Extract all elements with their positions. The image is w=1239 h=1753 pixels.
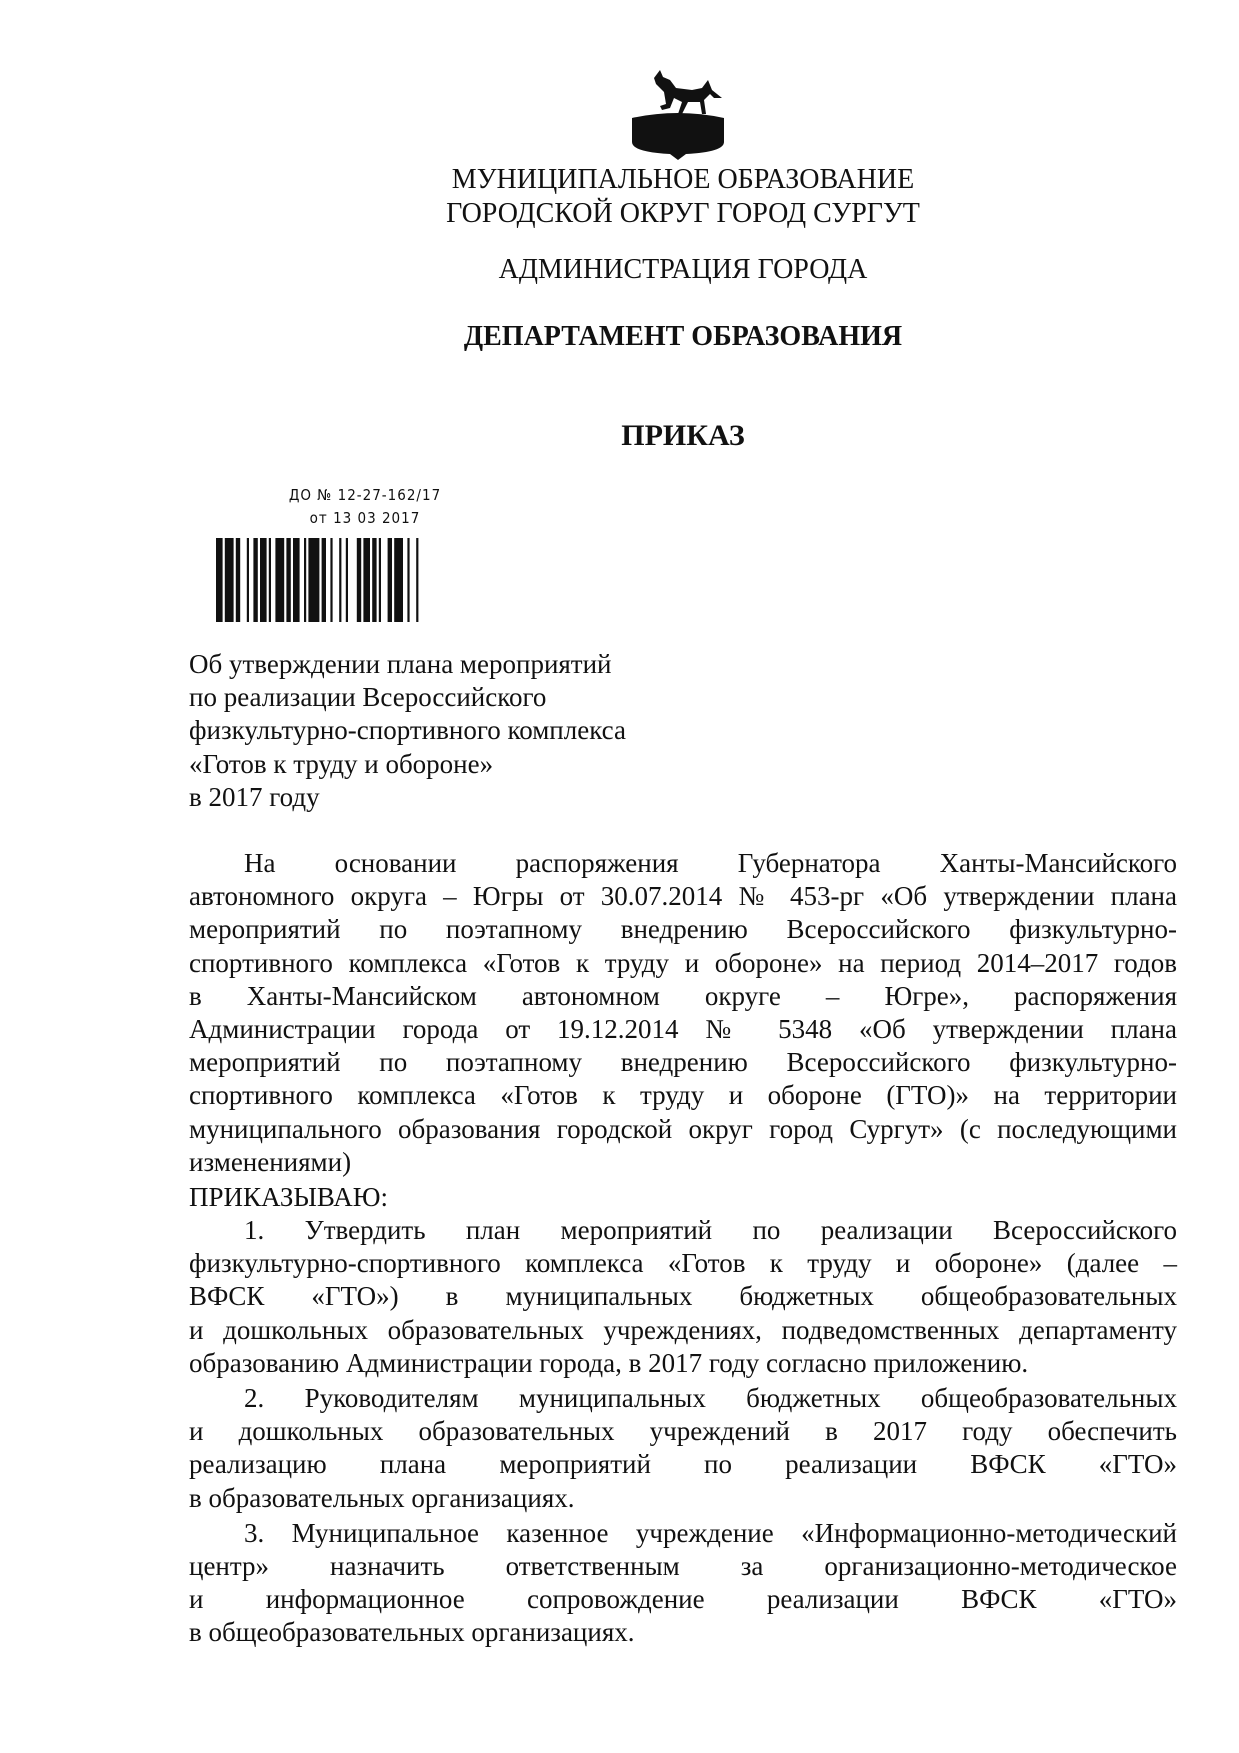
subject-line: «Готов к труду и обороне» <box>189 748 494 779</box>
order-item-line: в образовательных организациях. <box>189 1482 575 1513</box>
document-type-title: ПРИКАЗ <box>621 419 745 452</box>
header-municipality: МУНИЦИПАЛЬНОЕ ОБРАЗОВАНИЕ <box>451 164 915 195</box>
order-item-line: 3. Муниципальное казенное учреждение «Информационно-методический <box>244 1517 1177 1548</box>
subject-line: в 2017 году <box>189 781 320 812</box>
subject-line: Об утверждении плана мероприятий <box>189 649 612 679</box>
barcode-bar <box>407 538 409 622</box>
barcode-bar <box>293 538 300 622</box>
registration-number: ДО № 12-27-162/17 <box>288 486 442 504</box>
preamble-line: спортивного комплекса «Готов к труду и обороне» на период 2014–2017 годов <box>189 947 1177 978</box>
order-item-3 <box>189 1517 1177 1650</box>
preamble-line: мероприятий по поэтапному внедрению Всероссийского физкультурно- <box>189 914 1177 945</box>
barcode-bar <box>357 538 361 622</box>
barcode-bar <box>322 538 326 622</box>
order-item-2 <box>189 1382 1177 1515</box>
preamble-line: автономного округа – Югры от 30.07.2014 № 453-рг «Об утверждении плана <box>189 881 1177 912</box>
order-item-line: ВФСК «ГТО») в муниципальных бюджетных общеобразовательных <box>189 1281 1177 1312</box>
preamble-line: спортивного комплекса «Готов к труду и обороне (ГТО)» на территории <box>189 1080 1177 1111</box>
preamble-line: в Ханты-Мансийском автономном округе – Югре», распоряжения <box>189 980 1177 1011</box>
order-item-line: физкультурно-спортивного комплекса «Готов к труду и обороне» (далее – <box>189 1248 1177 1279</box>
registration-stamp <box>280 484 450 530</box>
order-item-line: 2. Руководителям муниципальных бюджетных общеобразовательных <box>244 1383 1177 1413</box>
preamble-line: изменениями) <box>189 1146 352 1177</box>
header-city-district: ГОРОДСКОЙ ОКРУГ ГОРОД СУРГУТ <box>446 198 920 229</box>
barcode-bar <box>269 538 271 622</box>
order-items <box>189 1214 1177 1649</box>
order-item-line: и информационное сопровождение реализации ВФСК «ГТО» <box>189 1584 1177 1615</box>
barcode-bar <box>372 538 376 622</box>
header-administration: АДМИНИСТРАЦИЯ ГОРОДА <box>498 254 868 285</box>
header-department: ДЕПАРТАМЕНТ ОБРАЗОВАНИЯ <box>463 321 903 352</box>
barcode-bar <box>236 538 240 622</box>
barcode-bar <box>339 538 341 622</box>
order-item-line: в общеобразовательных организациях. <box>189 1617 635 1648</box>
order-word: ПРИКАЗЫВАЮ: <box>189 1181 388 1212</box>
subject-line: физкультурно-спортивного комплекса <box>189 715 626 746</box>
order-item-line: 1. Утвердить план мероприятий по реализации Всероссийского <box>244 1215 1177 1246</box>
preamble-line: Администрации города от 19.12.2014 № 5348 «Об утверждении плана <box>189 1013 1177 1044</box>
barcode-bar <box>286 538 290 622</box>
barcode-bar <box>308 538 319 622</box>
order-item-1 <box>189 1214 1177 1380</box>
preamble-line: мероприятий по поэтапному внедрению Всероссийского физкультурно- <box>189 1047 1177 1078</box>
barcode-bar <box>388 538 392 622</box>
order-item-line: и дошкольных образовательных учреждений в 2017 году обеспечить <box>189 1416 1177 1447</box>
order-item-line: реализацию плана мероприятий по реализации ВФСК «ГТО» <box>189 1449 1177 1480</box>
barcode-bar <box>363 538 370 622</box>
barcode-bar <box>304 538 306 622</box>
preamble-line: муниципального образования городской округ город Сургут» (с последующими <box>189 1113 1177 1144</box>
barcode-bar <box>394 538 403 622</box>
order-subject <box>189 647 626 813</box>
preamble-paragraph <box>189 847 1177 1179</box>
subject-line: по реализации Всероссийского <box>189 682 547 713</box>
order-item-line: центр» назначить ответственным за организационно-методическое <box>189 1550 1177 1581</box>
order-body <box>189 847 1177 1652</box>
barcode <box>216 538 472 622</box>
order-item-line: образованию Администрации города, в 2017 году согласно приложению. <box>189 1347 1029 1378</box>
barcode-bar <box>260 538 267 622</box>
barcode-bar <box>330 538 332 622</box>
barcode-bar <box>379 538 381 622</box>
preamble-line: На основании распоряжения Губернатора Ханты-Мансийского <box>244 848 1177 878</box>
barcode-bar <box>253 538 257 622</box>
barcode-bar <box>216 538 223 622</box>
barcode-bar <box>346 538 348 622</box>
registration-date: от 13 03 2017 <box>309 509 421 527</box>
barcode-bar <box>275 538 284 622</box>
city-coat-of-arms-logo <box>626 68 730 160</box>
order-item-line: и дошкольных образовательных учреждениях, подведомственных департаменту <box>189 1314 1177 1345</box>
barcode-bar <box>247 538 249 622</box>
barcode-bar <box>416 538 418 622</box>
barcode-bar <box>225 538 234 622</box>
